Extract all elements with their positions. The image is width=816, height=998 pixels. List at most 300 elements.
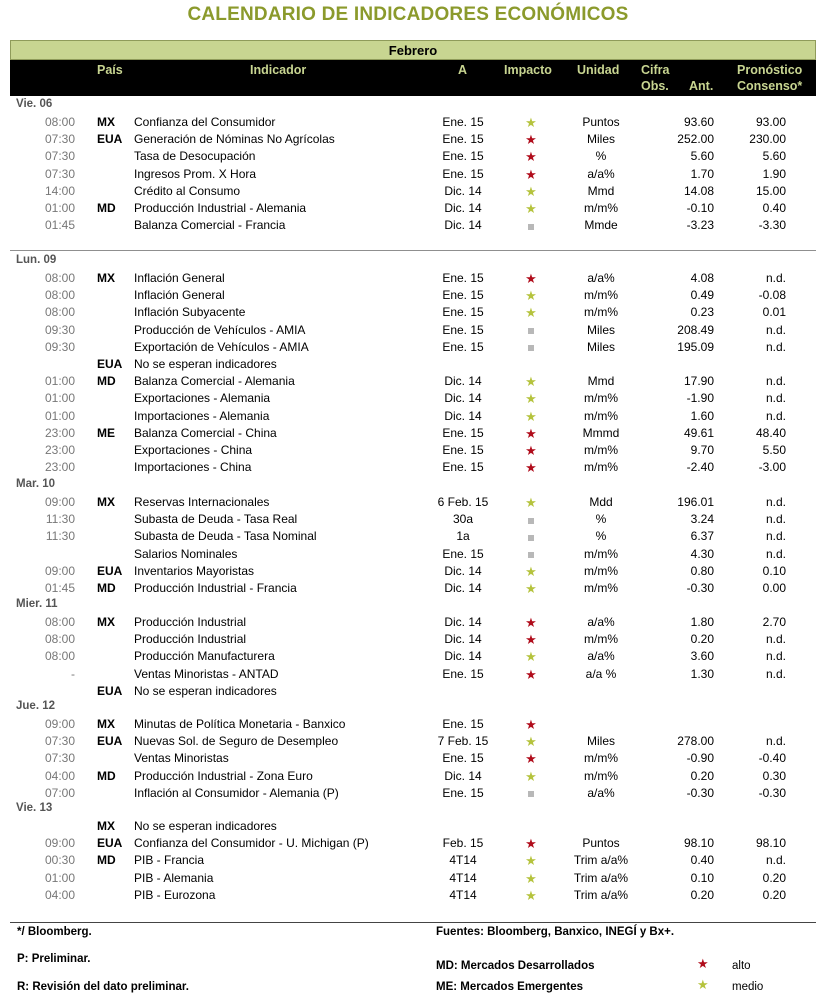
row-indicator: Generación de Nóminas No Agrícolas	[134, 132, 335, 147]
row-time: 07:30	[44, 734, 75, 749]
row-impact	[521, 734, 541, 749]
row-impact	[521, 769, 541, 784]
impact-medium-star-icon: ★	[525, 288, 537, 304]
row-indicator: Balanza Comercial - China	[134, 425, 277, 440]
row-consensus: -3.30	[758, 218, 786, 233]
row-indicator: Producción Industrial - Zona Euro	[134, 768, 313, 783]
row-indicator: Inflación Subyacente	[134, 305, 246, 320]
impact-medium-star-icon: ★	[525, 183, 537, 199]
impact-medium-star-icon: ★	[525, 887, 537, 903]
impact-high-star-icon: ★	[525, 443, 537, 458]
header-obs: Obs.	[641, 79, 669, 93]
row-period: 4T14	[449, 853, 477, 868]
row-period: Dic. 14	[444, 408, 482, 423]
row-impact	[521, 529, 541, 544]
impact-medium-star-icon: ★	[525, 374, 537, 390]
row-country: MX	[97, 717, 115, 731]
row-unit: Miles	[586, 734, 615, 749]
row-indicator: Confianza del Consumidor	[134, 115, 276, 129]
row-previous: 252.00	[677, 132, 714, 147]
header-unidad: Unidad	[577, 63, 620, 77]
row-period: 4T14	[449, 870, 477, 885]
row-consensus: 1.90	[762, 166, 786, 181]
day-label: Mier. 11	[16, 598, 58, 610]
row-previous: 1.70	[690, 166, 714, 181]
row-period: Dic. 14	[444, 391, 482, 406]
row-country: MD	[97, 853, 116, 868]
row-unit: Trim a/a%	[573, 870, 629, 885]
row-previous: 4.08	[690, 271, 714, 285]
impact-medium-star-icon: ★	[525, 734, 537, 750]
row-impact	[521, 167, 541, 182]
row-impact	[521, 426, 541, 441]
row-period: Ene. 15	[442, 751, 484, 766]
row-impact	[521, 871, 541, 886]
row-country: ME	[97, 425, 115, 440]
day-label: Lun. 09	[16, 254, 57, 266]
footnote-bloomberg: */ Bloomberg.	[17, 926, 92, 938]
row-impact	[521, 667, 541, 682]
row-unit: m/m%	[584, 581, 618, 595]
row-indicator: Balanza Comercial - Francia	[134, 218, 286, 233]
row-indicator: PIB - Eurozona	[134, 887, 216, 902]
row-previous: -0.30	[686, 785, 714, 800]
row-previous: -0.10	[686, 201, 714, 215]
row-previous: 0.20	[690, 632, 714, 647]
row-time: 08:00	[44, 615, 75, 629]
row-period: Feb. 15	[442, 836, 484, 851]
row-impact	[521, 512, 541, 527]
impact-medium-star-icon: ★	[525, 563, 537, 579]
row-previous: 0.10	[690, 870, 714, 885]
impact-high-star-icon: ★	[525, 460, 537, 476]
month-header: Febrero	[10, 40, 816, 60]
row-previous: 93.60	[683, 115, 714, 129]
row-time: 07:00	[44, 785, 75, 800]
row-indicator: Subasta de Deuda - Tasa Real	[134, 512, 298, 527]
row-consensus: n.d.	[765, 339, 786, 354]
row-impact	[521, 149, 541, 164]
impact-medium-star-icon: ★	[525, 408, 537, 424]
row-consensus: 98.10	[755, 836, 786, 851]
row-period: Dic. 14	[444, 201, 482, 215]
row-previous: 49.61	[683, 425, 714, 440]
row-consensus: n.d.	[765, 666, 786, 681]
impact-high-star-icon: ★	[525, 717, 537, 732]
row-time: 23:00	[44, 443, 75, 457]
row-indicator: Ventas Minoristas - ANTAD	[134, 666, 279, 681]
row-country: MD	[97, 581, 116, 595]
row-time: 09:30	[44, 339, 75, 354]
row-impact	[521, 323, 541, 338]
row-unit: Trim a/a%	[573, 853, 629, 868]
impact-medium-star-icon: ★	[525, 495, 537, 510]
footnote-preliminar: P: Preliminar.	[17, 953, 91, 965]
header-impacto: Impacto	[504, 63, 552, 77]
header-pronostico: Pronóstico	[737, 63, 803, 77]
row-unit: m/m%	[584, 460, 618, 475]
row-unit: Puntos	[582, 836, 620, 851]
impact-low-square-icon	[528, 224, 534, 230]
impact-high-star-icon: ★	[525, 166, 537, 182]
row-indicator: Exportación de Vehículos - AMIA	[134, 339, 309, 354]
row-unit: Mdd	[589, 495, 613, 509]
legend-medium-label: medio	[732, 981, 764, 993]
row-time: 08:00	[44, 271, 75, 285]
row-unit: Miles	[586, 322, 615, 337]
row-period: Ene. 15	[442, 166, 484, 181]
row-previous: 0.40	[690, 853, 714, 868]
row-period: Dic. 14	[444, 649, 482, 664]
row-indicator: Producción Industrial - Francia	[134, 581, 297, 595]
row-country: MD	[97, 374, 116, 389]
row-time: 23:00	[44, 425, 75, 440]
row-previous: 4.30	[690, 546, 714, 561]
legend-medium-star-icon: ★	[697, 977, 709, 992]
row-previous: 5.60	[690, 149, 714, 164]
row-impact	[521, 201, 541, 216]
row-time: 09:30	[44, 322, 75, 337]
row-period: Ene. 15	[442, 339, 484, 354]
row-impact	[521, 751, 541, 766]
day-separator	[10, 250, 816, 251]
row-unit: m/m%	[584, 751, 618, 766]
row-unit: m/m%	[584, 546, 618, 561]
row-impact	[521, 115, 541, 130]
row-indicator: Producción Industrial	[134, 632, 247, 647]
row-period: Dic. 14	[444, 581, 482, 595]
row-unit: m/m%	[584, 768, 618, 783]
row-period: Ene. 15	[442, 443, 484, 457]
row-period: 1a	[456, 529, 470, 544]
row-period: 6 Feb. 15	[437, 495, 489, 509]
row-impact	[521, 495, 541, 510]
row-indicator: No se esperan indicadores	[134, 683, 277, 698]
legend-high-label: alto	[732, 960, 751, 972]
row-period: Dic. 14	[444, 615, 482, 629]
row-unit: m/m%	[584, 288, 618, 303]
row-period: Ene. 15	[442, 425, 484, 440]
row-period: Ene. 15	[442, 546, 484, 561]
row-time: 11:30	[45, 512, 75, 527]
row-country: MX	[97, 495, 115, 509]
row-country: MD	[97, 768, 116, 783]
row-previous: 0.80	[690, 563, 714, 578]
row-impact	[521, 649, 541, 664]
row-country: EUA	[97, 357, 123, 371]
row-consensus: 0.10	[762, 563, 786, 578]
impact-medium-star-icon: ★	[525, 201, 537, 216]
impact-medium-star-icon: ★	[525, 870, 537, 886]
row-impact	[521, 218, 541, 233]
header-consenso: Consenso*	[737, 79, 803, 93]
row-period: Dic. 14	[444, 218, 482, 233]
row-unit: %	[595, 512, 607, 527]
row-indicator: Minutas de Política Monetaria - Banxico	[134, 717, 346, 731]
row-indicator: Subasta de Deuda - Tasa Nominal	[134, 529, 317, 544]
header-pais: País	[97, 63, 123, 77]
row-period: 7 Feb. 15	[437, 734, 489, 749]
row-previous: 98.10	[683, 836, 714, 851]
row-country: EUA	[97, 734, 123, 749]
footnote-revision: R: Revisión del dato preliminar.	[17, 981, 189, 993]
impact-medium-star-icon: ★	[525, 115, 537, 130]
row-time: 01:00	[44, 870, 75, 885]
row-consensus: 48.40	[755, 425, 786, 440]
row-country: EUA	[97, 132, 123, 147]
row-time: 09:00	[44, 563, 75, 578]
sources-note: Fuentes: Bloomberg, Banxico, INEGÍ y Bx+.	[436, 926, 675, 938]
row-indicator: Importaciones - Alemania	[134, 408, 270, 423]
row-previous: 9.70	[690, 443, 714, 457]
row-indicator: Exportaciones - China	[134, 443, 253, 457]
row-time: 01:00	[44, 374, 75, 389]
row-consensus: -3.00	[758, 460, 786, 475]
row-unit: m/m%	[584, 632, 618, 647]
row-time: 04:00	[44, 768, 75, 783]
row-impact	[521, 391, 541, 406]
row-period: Dic. 14	[444, 563, 482, 578]
row-impact	[521, 340, 541, 355]
row-time: 23:00	[44, 460, 75, 475]
row-time: 08:00	[44, 288, 75, 303]
row-period: 30a	[452, 512, 474, 527]
impact-high-star-icon: ★	[525, 666, 537, 682]
row-consensus: 2.70	[762, 615, 786, 629]
row-time: 00:30	[44, 853, 75, 868]
row-unit: %	[595, 529, 607, 544]
row-time: 07:30	[44, 132, 75, 147]
row-period: Ene. 15	[442, 288, 484, 303]
row-unit: m/m%	[584, 563, 618, 578]
impact-high-star-icon: ★	[525, 271, 537, 286]
row-time: 01:00	[44, 201, 75, 215]
row-period: Ene. 15	[442, 132, 484, 147]
row-unit: Puntos	[582, 115, 620, 129]
row-unit: a/a%	[587, 649, 615, 664]
row-period: Ene. 15	[442, 322, 484, 337]
row-time: 08:00	[44, 115, 75, 129]
row-indicator: Exportaciones - Alemania	[134, 391, 271, 406]
impact-medium-star-icon: ★	[525, 581, 537, 596]
row-indicator: PIB - Francia	[134, 853, 205, 868]
row-period: Ene. 15	[442, 785, 484, 800]
row-time: 08:00	[44, 632, 75, 647]
day-label: Jue. 12	[16, 700, 55, 712]
row-indicator: Producción Industrial - Alemania	[134, 201, 307, 215]
row-time: 09:00	[44, 717, 75, 731]
row-unit: Mmmd	[582, 425, 620, 440]
impact-high-star-icon: ★	[525, 132, 537, 148]
row-consensus: 0.00	[762, 581, 786, 595]
row-previous: 195.09	[677, 339, 714, 354]
row-impact	[521, 717, 541, 732]
row-country: MD	[97, 201, 116, 215]
row-impact	[521, 460, 541, 475]
row-time: 01:45	[44, 218, 75, 233]
impact-medium-star-icon: ★	[525, 391, 537, 407]
row-country: MX	[97, 615, 115, 629]
row-indicator: Nuevas Sol. de Seguro de Desempleo	[134, 734, 339, 749]
row-consensus: 15.00	[755, 183, 786, 198]
row-country: EUA	[97, 683, 123, 698]
row-consensus: 5.60	[762, 149, 786, 164]
impact-medium-star-icon: ★	[525, 649, 537, 665]
row-impact	[521, 443, 541, 458]
row-consensus: -0.30	[758, 785, 786, 800]
row-time: 01:45	[44, 581, 75, 595]
impact-low-square-icon	[528, 328, 534, 334]
row-consensus: n.d.	[765, 391, 786, 406]
row-indicator: Producción Manufacturera	[134, 649, 275, 664]
impact-high-star-icon: ★	[525, 632, 537, 648]
row-indicator: Tasa de Desocupación	[134, 149, 256, 164]
row-unit: m/m%	[584, 391, 618, 406]
row-consensus: 0.20	[762, 887, 786, 902]
footer-divider	[10, 922, 816, 923]
row-period: Ene. 15	[442, 666, 484, 681]
impact-low-square-icon	[528, 535, 534, 541]
row-previous: 17.90	[683, 374, 714, 389]
legend-me: ME: Mercados Emergentes	[436, 981, 583, 993]
row-period: Ene. 15	[442, 305, 484, 320]
row-impact	[521, 615, 541, 630]
row-period: Dic. 14	[444, 183, 482, 198]
row-impact	[521, 564, 541, 579]
day-label: Mar. 10	[16, 478, 55, 490]
row-impact	[521, 288, 541, 303]
row-time: 14:00	[44, 183, 75, 198]
row-period: Dic. 14	[444, 632, 482, 647]
row-indicator: Producción Industrial	[134, 615, 247, 629]
row-consensus: n.d.	[765, 512, 786, 527]
row-consensus: 0.30	[762, 768, 786, 783]
row-country: MX	[97, 115, 115, 129]
row-previous: 1.60	[690, 408, 714, 423]
row-consensus: 0.20	[762, 870, 786, 885]
row-impact	[521, 374, 541, 389]
row-unit: Trim a/a%	[573, 887, 629, 902]
row-time: 08:00	[44, 305, 75, 320]
impact-low-square-icon	[528, 791, 534, 797]
row-indicator: Inflación General	[134, 288, 225, 303]
row-time: 09:00	[44, 836, 75, 851]
row-indicator: No se esperan indicadores	[134, 819, 277, 833]
row-indicator: Reservas Internacionales	[134, 495, 270, 509]
row-period: Ene. 15	[442, 271, 484, 285]
row-unit: Miles	[586, 132, 615, 147]
row-unit: %	[595, 149, 607, 164]
row-consensus: n.d.	[765, 853, 786, 868]
header-indicador: Indicador	[250, 63, 307, 77]
row-indicator: PIB - Alemania	[134, 870, 214, 885]
row-previous: 3.60	[690, 649, 714, 664]
row-country: EUA	[97, 563, 123, 578]
row-time: 04:00	[44, 887, 75, 902]
legend-md: MD: Mercados Desarrollados	[436, 960, 595, 972]
impact-high-star-icon: ★	[525, 836, 537, 852]
row-previous: 0.20	[690, 768, 714, 783]
row-indicator: Inflación General	[134, 271, 225, 285]
impact-low-square-icon	[528, 518, 534, 524]
row-period: 4T14	[449, 887, 477, 902]
row-period: Ene. 15	[442, 717, 484, 731]
legend-high-star-icon: ★	[697, 956, 709, 971]
row-indicator: Salarios Nominales	[134, 546, 238, 561]
header-cifra: Cifra	[641, 63, 670, 77]
row-previous: 278.00	[677, 734, 714, 749]
row-unit: a/a%	[587, 785, 615, 800]
row-consensus: n.d.	[765, 529, 786, 544]
impact-medium-star-icon: ★	[525, 853, 537, 869]
row-indicator: No se esperan indicadores	[134, 357, 277, 371]
row-period: Ene. 15	[442, 115, 484, 129]
row-previous: 0.23	[690, 305, 714, 320]
row-consensus: 5.50	[762, 443, 786, 457]
row-indicator: Producción de Vehículos - AMIA	[134, 322, 306, 337]
row-country: MX	[97, 271, 115, 285]
row-previous: -1.90	[686, 391, 714, 406]
header-ant: Ant.	[689, 79, 714, 93]
row-consensus: 93.00	[755, 115, 786, 129]
impact-low-square-icon	[528, 345, 534, 351]
row-unit: a/a %	[585, 666, 617, 681]
impact-medium-star-icon: ★	[525, 768, 537, 784]
row-impact	[521, 132, 541, 147]
row-indicator: Confianza del Consumidor - U. Michigan (P)	[134, 836, 369, 851]
row-country: EUA	[97, 836, 123, 851]
row-period: Ene. 15	[442, 149, 484, 164]
row-consensus: n.d.	[765, 734, 786, 749]
row-consensus: n.d.	[765, 408, 786, 423]
row-consensus: -0.40	[758, 751, 786, 766]
row-time: 01:00	[44, 391, 75, 406]
row-impact	[521, 632, 541, 647]
row-impact	[521, 853, 541, 868]
row-consensus: n.d.	[765, 649, 786, 664]
row-time: 01:00	[44, 408, 75, 423]
row-previous: 0.49	[690, 288, 714, 303]
row-period: Dic. 14	[444, 768, 482, 783]
row-impact	[521, 305, 541, 320]
page-title: CALENDARIO DE INDICADORES ECONÓMICOS	[187, 4, 629, 25]
impact-high-star-icon: ★	[525, 615, 537, 630]
row-consensus: 0.40	[762, 201, 786, 215]
row-consensus: n.d.	[765, 632, 786, 647]
row-time: 11:30	[45, 529, 75, 544]
row-period: Dic. 14	[444, 374, 482, 389]
row-unit: a/a%	[587, 615, 615, 629]
row-previous: 14.08	[683, 183, 714, 198]
row-time: 07:30	[44, 149, 75, 164]
row-previous: -0.90	[686, 751, 714, 766]
row-previous: 208.49	[677, 322, 714, 337]
row-consensus: n.d.	[765, 322, 786, 337]
row-previous: 6.37	[690, 529, 714, 544]
impact-low-square-icon	[528, 552, 534, 558]
row-indicator: Inventarios Mayoristas	[134, 563, 255, 578]
row-consensus: n.d.	[765, 546, 786, 561]
impact-high-star-icon: ★	[525, 149, 537, 165]
row-impact	[521, 409, 541, 424]
row-previous: 1.30	[690, 666, 714, 681]
row-time: -	[71, 666, 75, 681]
day-label: Vie. 06	[16, 98, 53, 110]
row-indicator: Balanza Comercial - Alemania	[134, 374, 295, 389]
row-unit: m/m%	[584, 408, 618, 423]
row-consensus: 230.00	[749, 132, 786, 147]
impact-medium-star-icon: ★	[525, 305, 537, 321]
